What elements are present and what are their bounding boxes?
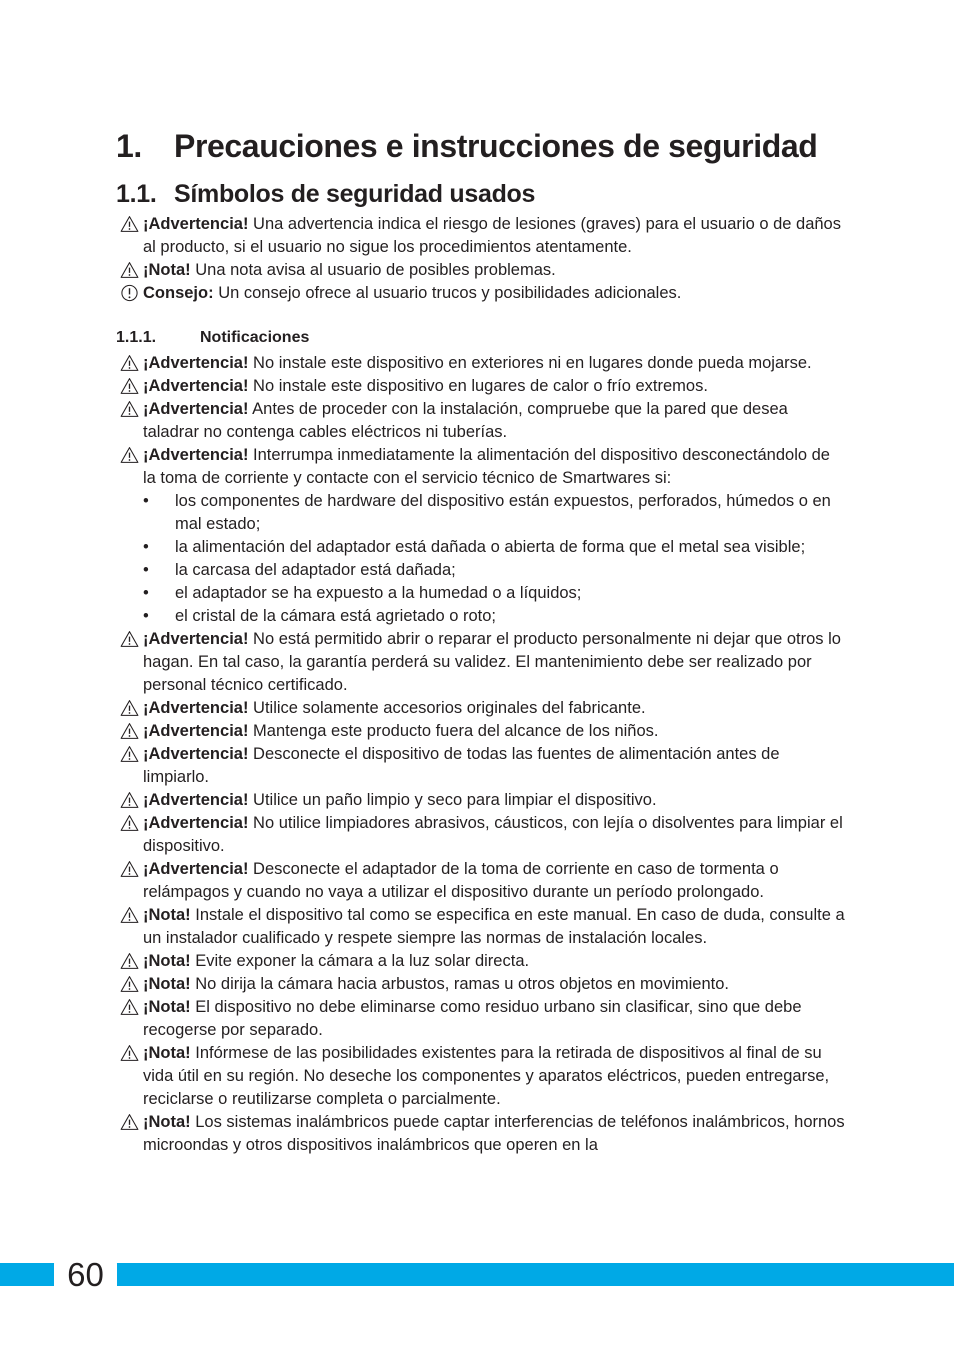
notice-item (120, 1042, 845, 1111)
notice-label: ¡Nota! (143, 998, 191, 1016)
warning-icon (120, 446, 139, 464)
notice-label: ¡Advertencia! (143, 791, 249, 809)
warning-icon (120, 354, 139, 372)
notice-label: ¡Advertencia! (143, 860, 249, 878)
notice-item (120, 996, 845, 1042)
notice-item (120, 973, 845, 996)
symbols-list (120, 213, 845, 305)
notice-label: ¡Nota! (143, 261, 191, 279)
notice-label: ¡Nota! (143, 1044, 191, 1062)
warning-icon (120, 998, 139, 1016)
section-number: 1.1. (116, 180, 157, 208)
notice-item (120, 1111, 845, 1157)
notice-label: ¡Advertencia! (143, 745, 249, 763)
notice-item (120, 950, 845, 973)
warning-icon (120, 952, 139, 970)
notice-text: No instale este dispositivo en lugares de calor o frío extremos. (253, 377, 708, 395)
notice-item (120, 812, 845, 858)
notice-label: ¡Nota! (143, 952, 191, 970)
notice-text: No dirija la cámara hacia arbustos, ramas u otros objetos en movimiento. (195, 975, 729, 993)
warning-icon (120, 400, 139, 418)
warning-icon (120, 699, 139, 717)
notice-label: ¡Nota! (143, 1113, 191, 1131)
footer-bar (0, 1263, 954, 1286)
notice-label: ¡Advertencia! (143, 400, 249, 418)
notice-text: Antes de proceder con la instalación, compruebe que la pared que desea taladrar no contenga cables eléctricos ni tuberías. (143, 400, 788, 441)
warning-icon (120, 722, 139, 740)
warning-icon (120, 975, 139, 993)
notice-label: Consejo: (143, 284, 214, 302)
symbol-item (120, 213, 845, 259)
notice-text: Desconecte el dispositivo de todas las fuentes de alimentación antes de limpiarlo. (143, 745, 780, 786)
condition-item: • los componentes de hardware del dispositivo están expuestos, perforados, húmedos o en mal estado; (143, 490, 845, 536)
page-number: 60 (54, 1256, 117, 1294)
notice-item (120, 720, 845, 743)
notice-item (120, 697, 845, 720)
title-text: Precauciones e instrucciones de seguridad (174, 128, 818, 164)
subsection-number: 1.1.1. (116, 329, 157, 346)
notice-text: No utilice limpiadores abrasivos, cáusticos, con lejía o disolventes para limpiar el dispositivo. (143, 814, 843, 855)
notice-text: Desconecte el adaptador de la toma de corriente en caso de tormenta o relámpagos y cuando no vaya a utilizar el dispositivo durante un período prolongado. (143, 860, 779, 901)
warning-icon (120, 630, 139, 648)
warning-icon (120, 1113, 139, 1131)
notice-text: Un consejo ofrece al usuario trucos y posibilidades adicionales. (218, 284, 682, 302)
notices-list (120, 352, 845, 1157)
warning-icon (120, 377, 139, 395)
warning-icon (120, 261, 139, 279)
warning-icon (120, 1044, 139, 1062)
notice-text: Instale el dispositivo tal como se especifica en este manual. En caso de duda, consulte a un instalador cualificado y respete siempre las normas de instalación locales. (143, 906, 845, 947)
info-icon (120, 284, 139, 302)
symbol-item (120, 259, 845, 282)
notice-label: ¡Advertencia! (143, 722, 249, 740)
condition-item: • el adaptador se ha expuesto a la humedad o a líquidos; (143, 582, 845, 605)
notice-text: Una advertencia indica el riesgo de lesiones (graves) para el usuario o de daños al producto, si el usuario no sigue los procedimientos atentamente. (143, 215, 841, 256)
warning-icon (120, 745, 139, 763)
warning-icon (120, 215, 139, 233)
title-number: 1. (116, 128, 142, 164)
notice-item (120, 743, 845, 789)
condition-list (143, 490, 845, 628)
notice-text: Utilice un paño limpio y seco para limpiar el dispositivo. (253, 791, 657, 809)
notice-item (120, 904, 845, 950)
notice-item (120, 628, 845, 697)
notice-text: Los sistemas inalámbricos puede captar interferencias de teléfonos inalámbricos, hornos microondas y otros dispositivos inalámbricos que operen en la (143, 1113, 845, 1154)
subsection-text: Notificaciones (200, 329, 310, 346)
notice-label: ¡Advertencia! (143, 377, 249, 395)
warning-icon (120, 791, 139, 809)
notice-item (120, 352, 845, 375)
notice-label: ¡Advertencia! (143, 814, 249, 832)
notice-text: Evite exponer la cámara a la luz solar directa. (195, 952, 530, 970)
notice-label: ¡Advertencia! (143, 215, 249, 233)
condition-item: • la alimentación del adaptador está dañada o abierta de forma que el metal sea visible; (143, 536, 845, 559)
notice-text: Mantenga este producto fuera del alcance de los niños. (253, 722, 659, 740)
notice-item (120, 398, 845, 444)
notice-text: El dispositivo no debe eliminarse como residuo urbano sin clasificar, sino que debe recogerse por separado. (143, 998, 802, 1039)
notice-item (120, 789, 845, 812)
notice-label: ¡Advertencia! (143, 699, 249, 717)
notice-item (120, 444, 845, 628)
warning-icon (120, 814, 139, 832)
notice-label: ¡Advertencia! (143, 446, 249, 464)
notice-item (120, 858, 845, 904)
section-title (116, 180, 535, 209)
notice-label: ¡Advertencia! (143, 354, 249, 372)
notice-label: ¡Advertencia! (143, 630, 249, 648)
notice-item (120, 375, 845, 398)
condition-item: • el cristal de la cámara está agrietado o roto; (143, 605, 845, 628)
warning-icon (120, 906, 139, 924)
notice-text: Infórmese de las posibilidades existentes para la retirada de dispositivos al final de su vida útil en su región. No deseche los componentes y aparatos eléctricos, pueden entregarse, reciclarse o reutilizarse completa o parcialmente. (143, 1044, 830, 1108)
notice-text: Una nota avisa al usuario de posibles problemas. (195, 261, 556, 279)
warning-icon (120, 860, 139, 878)
section-text: Símbolos de seguridad usados (174, 180, 536, 208)
notice-text: No está permitido abrir o reparar el producto personalmente ni dejar que otros lo hagan. En tal caso, la garantía perderá su validez. El mantenimiento debe ser realizado por personal técnico certificado. (143, 630, 841, 694)
symbol-item (120, 282, 845, 305)
notice-text: Utilice solamente accesorios originales del fabricante. (253, 699, 646, 717)
notice-text: Interrumpa inmediatamente la alimentación del dispositivo desconectándolo de la toma de corriente y contacte con el servicio técnico de Smartwares si: (143, 446, 830, 487)
notice-text: No instale este dispositivo en exteriores ni en lugares donde pueda mojarse. (253, 354, 812, 372)
condition-item: • la carcasa del adaptador está dañada; (143, 559, 845, 582)
page-title (116, 128, 817, 165)
notice-label: ¡Nota! (143, 906, 191, 924)
notice-label: ¡Nota! (143, 975, 191, 993)
subsection-title (116, 329, 309, 347)
